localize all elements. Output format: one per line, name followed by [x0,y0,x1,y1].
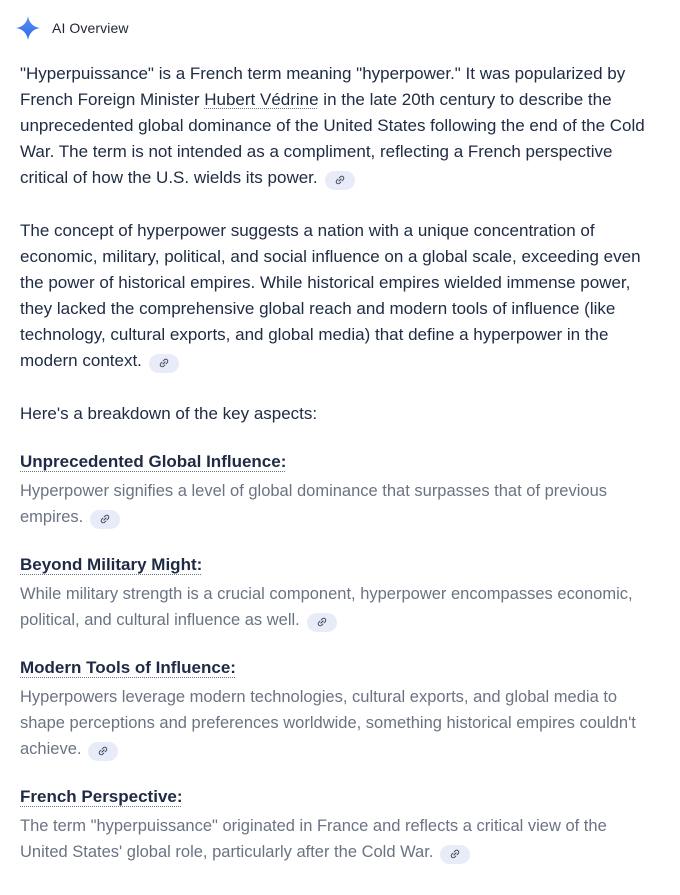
section-body-text: While military strength is a crucial component, hyperpower encompasses economic, political, and cultural influence as well. [20,585,633,629]
intro-paragraph-2 [20,218,654,374]
citation-chip[interactable] [440,845,470,864]
section-modern-tools-of-influence [20,656,654,762]
citation-chip[interactable] [325,171,355,190]
link-icon [97,745,109,757]
section-body-text: The term "hyperpuissance" originated in France and reflects a critical view of the United States' global role, particularly after the Cold War. [20,817,607,861]
link-icon [316,616,328,628]
section-heading-link[interactable]: Unprecedented Global Influence: [20,452,287,471]
section-heading-link[interactable]: Modern Tools of Influence: [20,658,236,677]
ai-overview-title: AI Overview [52,20,129,36]
section-body [20,581,654,633]
ai-overview-header [14,14,654,42]
breakdown-intro: Here's a breakdown of the key aspects: [20,404,318,423]
link-icon [99,513,111,525]
section-beyond-military-might [20,553,654,633]
paragraph-text: in the late 20th century to describe the unprecedented global dominance of the United States following the end of the Cold War. The term is not intended as a compliment, reflecting a French perspective critical of how the U.S. wields its power. [20,90,645,187]
citation-chip[interactable] [149,354,179,373]
section-body [20,813,654,865]
section-french-perspective [20,785,654,865]
citation-chip[interactable] [88,742,118,761]
ai-sparkle-icon [14,15,41,42]
link-icon [334,174,346,186]
link-icon [449,848,461,860]
hubert-vedrine-link[interactable]: Hubert Védrine [204,90,319,109]
section-body [20,684,654,762]
citation-chip[interactable] [90,510,120,529]
section-body-text: Hyperpowers leverage modern technologies, cultural exports, and global media to shape perceptions and preferences worldwide, something historical empires couldn't achieve. [20,688,636,758]
paragraph-text: "Hyperpuissance" is a French term meaning "hyperpower." It was popularized by French Foreign Minister [20,64,626,109]
intro-paragraph-1 [20,61,654,191]
section-heading-link[interactable]: Beyond Military Might: [20,555,203,574]
section-body-text: Hyperpower signifies a level of global dominance that surpasses that of previous empires. [20,482,607,526]
section-body [20,478,654,530]
paragraph-text: The concept of hyperpower suggests a nation with a unique concentration of economic, military, political, and social influence on a global scale, exceeding even the power of historical empires. While historical empires wielded immense power, they lacked the comprehensive global reach and modern tools of influence (like technology, cultural exports, and global media) that define a hyperpower in the modern context. [20,221,641,370]
section-unprecedented-global-influence [20,450,654,530]
citation-chip[interactable] [307,613,337,632]
section-heading-link[interactable]: French Perspective: [20,787,183,806]
link-icon [158,357,170,369]
